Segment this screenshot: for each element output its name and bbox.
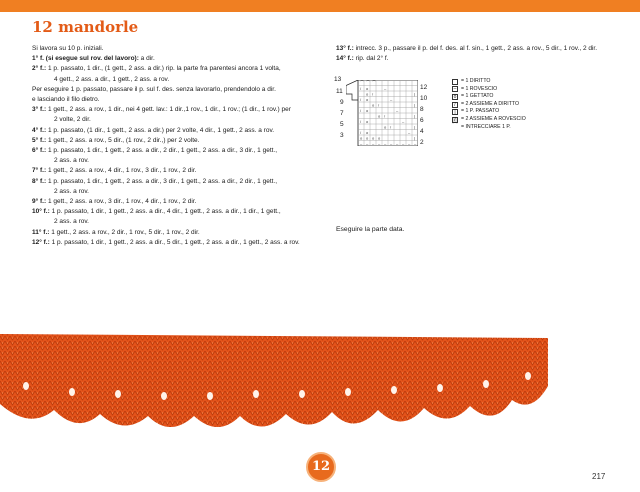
knit-symbol-icon <box>452 79 458 85</box>
row-instruction <box>32 54 322 64</box>
legend-label: = 2 ASSIEME A DIRITTO <box>461 100 519 107</box>
svg-text:–: – <box>366 141 369 146</box>
row-text: 1 gett., 2 ass. a rov., 2 dir., 1 rov., 5 dir., 1 rov., 2 dir. <box>49 228 200 236</box>
row-13-instruction <box>336 44 616 54</box>
k2tog-symbol-icon: / <box>452 102 458 108</box>
svg-text:o: o <box>366 135 369 141</box>
chart-row-number: 2 <box>420 139 424 146</box>
svg-text:–: – <box>408 130 411 135</box>
svg-text:/: / <box>390 124 392 130</box>
row-label: 9° f.: <box>32 198 47 206</box>
legend-item <box>452 101 526 109</box>
legend-label: = 1 GETTATO <box>461 93 494 100</box>
legend-item <box>452 93 526 101</box>
chart-legend <box>452 78 526 131</box>
row-label: 3° f.: <box>32 106 47 114</box>
chart-row-number: 12 <box>420 84 428 91</box>
row-14-label: 14° f.: <box>336 55 354 63</box>
row-text: 1 gett., 2 ass. a rov., 5 dir., (1 rov., 2 dir.,) per 2 volte. <box>46 136 200 144</box>
purl-symbol-icon: – <box>453 86 457 93</box>
legend-label: = 1 P. PASSATO <box>461 108 500 115</box>
chart-row-number: 9 <box>340 99 344 106</box>
chart-row-number: 6 <box>420 117 424 124</box>
svg-text:o: o <box>366 97 369 102</box>
row-label: 1° f. (si esegue sul rov. del lavoro): <box>32 55 139 63</box>
svg-text:/: / <box>378 102 380 108</box>
svg-text:/: / <box>360 97 362 102</box>
chart-row-number: 3 <box>340 132 344 139</box>
row-instruction <box>32 126 322 136</box>
svg-text:–: – <box>384 86 387 91</box>
chart-row-number: 5 <box>340 121 344 128</box>
chart-grid <box>346 80 418 146</box>
svg-text:⌒: ⌒ <box>360 80 364 85</box>
row-label: 4° f.: <box>32 126 47 134</box>
instructions-left-column <box>32 44 322 248</box>
chart-row-number: 7 <box>340 110 344 117</box>
knitted-edging-photo <box>0 326 548 440</box>
yarn-over-symbol-icon: o <box>453 93 457 100</box>
row-text: 1 gett., 2 ass. a rov., 3 dir., 1 rov., 4 dir., 1 rov., 2 dir. <box>46 198 197 206</box>
page-number: 217 <box>592 472 606 481</box>
row-text: 1 p. passato, 1 dir., (1 gett., 2 ass. a dir.) rip. la parte fra parentesi ancora 1 volta, <box>46 65 281 73</box>
row-instruction <box>32 177 322 187</box>
svg-text:–: – <box>390 97 393 102</box>
row-instruction <box>32 146 322 156</box>
svg-text:–: – <box>372 141 375 146</box>
row-text: 1 p. passato, 1 dir., 1 gett., 2 ass. a dir., 3 dir., 1 gett., 2 ass. a dir., 2 dir., 1 gett., <box>46 177 278 185</box>
row-continuation: 4 gett., 2 ass. a dir., 1 gett., 2 ass. a rov. <box>54 75 170 83</box>
svg-text:–: – <box>396 108 399 113</box>
row-text: 1 p. passato, 1 dir., 1 gett., 2 ass. a dir., 2 dir., 1 gett., 2 ass. a dir., 3 dir., 1 gett., <box>46 147 278 155</box>
knitting-chart <box>334 76 434 150</box>
svg-text:o: o <box>372 102 375 108</box>
legend-item <box>452 116 526 124</box>
legend-item <box>452 86 526 94</box>
chart-row-number: 8 <box>420 106 424 113</box>
row-label: 10° f.: <box>32 208 50 216</box>
svg-text:–: – <box>414 141 417 146</box>
pattern-number-badge: 12 <box>306 452 336 482</box>
chart-row-number: 10 <box>420 95 428 102</box>
svg-text:o: o <box>360 135 363 141</box>
legend-label: = 1 DIRITTO <box>461 78 491 84</box>
svg-text:o: o <box>378 135 381 141</box>
svg-text:|: | <box>414 124 416 130</box>
svg-text:o: o <box>366 108 369 113</box>
legend-label: = 1 ROVESCIO <box>461 85 498 92</box>
svg-text:|: | <box>414 135 416 141</box>
svg-text:o: o <box>372 135 375 141</box>
row-instruction <box>32 85 322 95</box>
svg-text:–: – <box>390 141 393 146</box>
svg-text:o: o <box>366 119 369 124</box>
row-14-text: rip. dal 2° f. <box>353 55 389 63</box>
legend-label: = INTRECCIARE 1 P. <box>461 123 511 130</box>
row-instruction <box>32 105 322 115</box>
svg-text:/: / <box>360 86 362 91</box>
row-label: 11° f.: <box>32 228 50 236</box>
svg-text:|: | <box>414 113 416 119</box>
row-label: 2° f.: <box>32 65 47 73</box>
svg-text:/: / <box>360 119 362 124</box>
svg-text:/: / <box>360 108 362 113</box>
svg-text:/: / <box>372 91 374 97</box>
row-instructions <box>32 54 322 248</box>
svg-text:⌒: ⌒ <box>366 80 370 85</box>
row-instruction <box>32 197 322 207</box>
svg-text:o: o <box>378 113 381 119</box>
row-label: 8° f.: <box>32 177 47 185</box>
row-label: 7° f.: <box>32 167 47 175</box>
svg-text:⌒: ⌒ <box>372 80 376 85</box>
svg-text:–: – <box>384 141 387 146</box>
svg-text:|: | <box>414 102 416 108</box>
row-continuation: 2 ass. a rov. <box>54 218 89 226</box>
row-text: a dir. <box>138 55 155 63</box>
row-14-instruction <box>336 54 616 64</box>
svg-text:–: – <box>408 141 411 146</box>
svg-text:–: – <box>402 119 405 124</box>
row-text: 1 p. passato, (1 dir., 1 gett., 2 ass. a dir.) per 2 volte, 4 dir., 1 gett., 2 ass. a rov. <box>46 126 275 134</box>
chart-row-number: 11 <box>336 88 343 95</box>
row-continuation: 2 ass. a rov. <box>54 187 89 195</box>
p2tog-symbol-icon: / <box>452 117 458 123</box>
svg-text:/: / <box>384 113 386 119</box>
row-label: 5° f.: <box>32 136 47 144</box>
row-instruction <box>32 136 322 146</box>
svg-text:o: o <box>366 86 369 91</box>
row-13-label: 13° f.: <box>336 45 354 52</box>
legend-label: = 2 ASSIEME A ROVESCIO <box>461 115 526 122</box>
row-text: 1 p. passato, 1 dir., 1 gett., 2 ass. a dir., 5 dir., 1 gett., 2 ass. a dir., 1 gett., 2 ass. a rov. <box>49 238 300 246</box>
svg-text:–: – <box>396 141 399 146</box>
row-instruction <box>32 95 322 105</box>
row-instruction <box>32 207 322 217</box>
svg-text:|: | <box>414 91 416 97</box>
intro-line: Si lavora su 10 p. iniziali. <box>32 45 104 52</box>
row-text: 1 gett., 2 ass. a rov., 1 dir., nei 4 gett. lav.: 1 dir.,1 rov., 1 dir., 1 rov.; (1 dir., 1 rov.) per <box>46 106 291 114</box>
svg-text:o: o <box>366 130 369 135</box>
svg-text:–: – <box>378 141 381 146</box>
row-instruction <box>32 228 322 238</box>
svg-text:o: o <box>384 124 387 130</box>
row-instruction <box>32 238 322 248</box>
row-instruction <box>32 166 322 176</box>
svg-text:o: o <box>366 91 369 97</box>
row-text: 1 p. passato, 1 dir., 1 gett., 2 ass. a dir., 4 dir., 1 gett., 2 ass. a dir., 1 dir., 1 gett., <box>49 208 281 216</box>
legend-item <box>452 124 526 132</box>
row-instruction <box>32 64 322 74</box>
slip-symbol-icon: | <box>452 109 458 115</box>
instructions-right-column <box>336 44 616 64</box>
legend-item <box>452 78 526 86</box>
chart-row-number: 13 <box>334 76 342 83</box>
bind-off-symbol-icon: ⌒ <box>452 123 458 130</box>
row-label: 12° f.: <box>32 238 50 246</box>
chart-row-number: 4 <box>420 128 424 135</box>
row-label: 6° f.: <box>32 147 47 155</box>
row-text: 1 gett., 2 ass. a rov., 4 dir., 1 rov., 3 dir., 1 rov., 2 dir. <box>46 167 197 175</box>
row-text: e lasciando il filo dietro. <box>32 96 100 104</box>
svg-text:–: – <box>360 141 363 146</box>
svg-text:/: / <box>360 130 362 135</box>
row-13-text: intrecc. 3 p., passare il p. del f. des. al f. sin., 1 gett., 2 ass. a rov., 5 dir., 1 rov., 2 dir. <box>353 45 598 52</box>
row-text: Per eseguire 1 p. passato, passare il p. sul f. des. senza lavorarlo, prendendolo a dir. <box>32 85 276 93</box>
pattern-title: 12 mandorle <box>32 18 139 36</box>
svg-text:–: – <box>402 141 405 146</box>
row-continuation: 2 ass. a rov. <box>54 157 89 165</box>
legend-item <box>452 108 526 116</box>
note-text: Eseguire la parte data. <box>336 226 405 233</box>
row-continuation: 2 volte, 2 dir. <box>54 116 91 124</box>
top-accent-bar <box>0 0 640 12</box>
